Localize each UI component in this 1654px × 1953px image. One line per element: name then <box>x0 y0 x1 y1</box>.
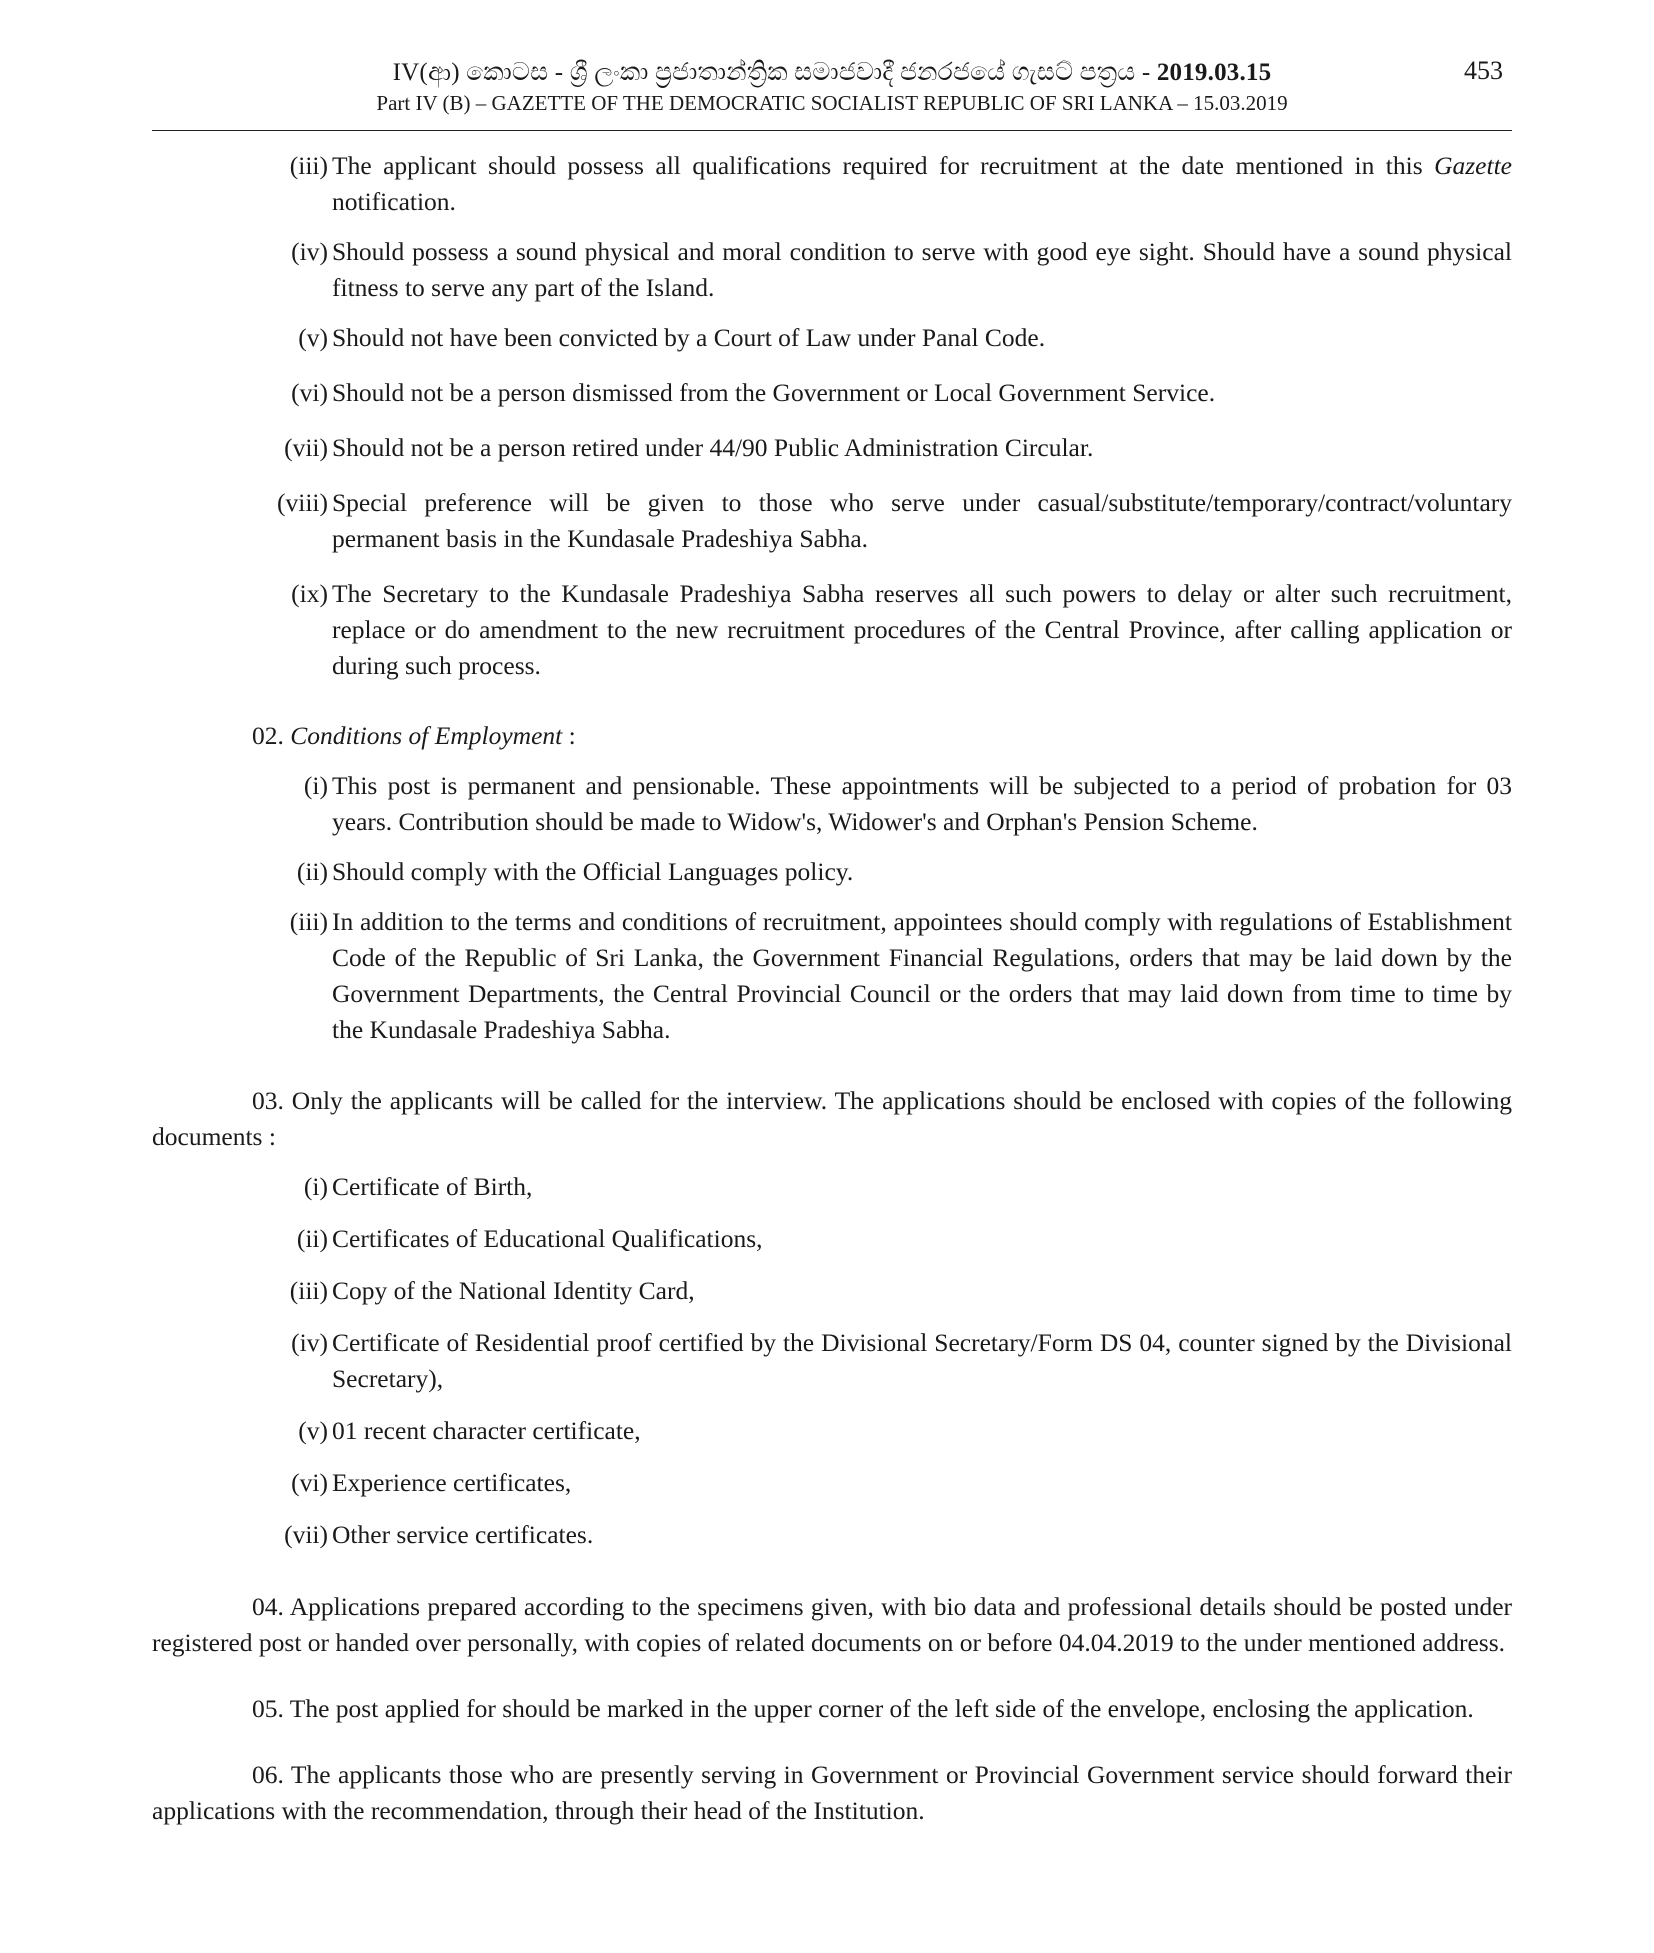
paragraph-03: 03. Only the applicants will be called for the interview. The applications should be enclosed with copies of the following documents : <box>152 1086 1512 1151</box>
paragraph-06: 06. The applicants those who are presently serving in Government or Provincial Government service should forward their applications with the recommendation, through their head of the Institution. <box>152 1760 1512 1825</box>
item-text: Should not be a person dismissed from the Government or Local Government Service. <box>332 378 1216 407</box>
list-item <box>152 1221 1512 1257</box>
section-number: 02. <box>252 721 284 750</box>
item-text <box>332 148 1512 220</box>
item-text: The Secretary to the Kundasale Pradeshiya Sabha reserves all such powers to delay or alter such recruitment, replace or do amendment to the new recruitment procedures of the Central Province, after calling application or during such process. <box>332 579 1512 680</box>
header-english-title: Part IV (B) – GAZETTE OF THE DEMOCRATIC SOCIALIST REPUBLIC OF SRI LANKA – 15.03.2019 <box>376 91 1288 115</box>
item-number: (ii) <box>296 1224 328 1253</box>
item-text: Should comply with the Official Languages policy. <box>332 857 854 886</box>
item-text: Should not be a person retired under 44/90 Public Administration Circular. <box>332 433 1094 462</box>
list-item <box>152 1517 1512 1553</box>
item-text: Copy of the National Identity Card, <box>332 1276 695 1305</box>
item-text: Certificates of Educational Qualifications, <box>332 1224 763 1253</box>
item-number: (vii) <box>284 1520 328 1549</box>
item-number: (i) <box>303 771 328 800</box>
list-item <box>152 854 1512 890</box>
item-text: Certificate of Birth, <box>332 1172 533 1201</box>
item-text: In addition to the terms and conditions of recruitment, appointees should comply with regulations of Establishment Code of the Republic of Sri Lanka, the Government Financial Regulations, orders that may be laid down by the Government Departments, the Central Provincial Council or the orders that may laid down from time to time by the Kundasale Pradeshiya Sabha. <box>332 907 1512 1044</box>
section-colon: : <box>562 721 576 750</box>
list-item <box>152 430 1512 466</box>
list-item <box>152 234 1512 306</box>
section-heading <box>152 718 1512 754</box>
list-item <box>152 1169 1512 1205</box>
document-body <box>152 148 1512 1829</box>
item-number: (vii) <box>284 433 328 462</box>
item-number: (iv) <box>291 237 328 266</box>
list-item <box>152 485 1512 557</box>
item-number: (ii) <box>296 857 328 886</box>
paragraph-04: 04. Applications prepared according to the specimens given, with bio data and professional details should be posted under registered post or handed over personally, with copies of related documents on or before 04.04.2019 to the under mentioned address. <box>152 1592 1512 1657</box>
item-text: Experience certificates, <box>332 1468 572 1497</box>
item-number: (iii) <box>289 1276 328 1305</box>
list-item <box>152 1325 1512 1397</box>
item-text: Other service certificates. <box>332 1520 594 1549</box>
list-item <box>152 1465 1512 1501</box>
list-item <box>152 375 1512 411</box>
list-item <box>152 768 1512 840</box>
item-number: (i) <box>303 1172 328 1201</box>
item-text: Should possess a sound physical and moral condition to serve with good eye sight. Should have a sound physical fitness to serve any part of the Island. <box>332 237 1512 302</box>
list-item <box>152 148 1512 220</box>
list-item <box>152 1413 1512 1449</box>
list-item <box>152 904 1512 1048</box>
item-text-main: The applicant should possess all qualifications required for recruitment at the date mentioned in this <box>332 151 1435 180</box>
item-text: Certificate of Residential proof certified by the Divisional Secretary/Form DS 04, counter signed by the Divisional Secretary), <box>332 1328 1512 1393</box>
item-text: Should not have been convicted by a Court of Law under Panal Code. <box>332 323 1046 352</box>
list-item <box>152 576 1512 684</box>
item-number: (vi) <box>291 1468 328 1497</box>
gazette-header <box>152 58 1512 116</box>
item-number: (iii) <box>289 151 328 180</box>
list-item <box>152 1273 1512 1309</box>
header-sinhala-text: IV(ආ) කොටස - ශ්‍රී ලංකා ප්‍රජාතාන්ත්‍රික සමාජවාදී ජනරජයේ ගැසට් පත්‍රය - <box>392 59 1157 86</box>
item-text-tail: notification. <box>332 187 456 216</box>
item-number: (v) <box>298 1416 328 1445</box>
page-number: 453 <box>1464 56 1503 85</box>
item-number: (vi) <box>291 378 328 407</box>
item-text-italic: Gazette <box>1434 151 1512 180</box>
header-divider <box>152 130 1512 131</box>
item-number: (ix) <box>291 579 328 608</box>
header-sinhala-title <box>152 58 1512 88</box>
item-text: This post is permanent and pensionable. These appointments will be subjected to a period of probation for 03 years. Contribution should be made to Widow's, Widower's and Orphan's Pension Scheme. <box>332 771 1512 836</box>
item-text: Special preference will be given to those who serve under casual/substitute/temporary/contract/voluntary permanent basis in the Kundasale Pradeshiya Sabha. <box>332 488 1512 553</box>
header-date: 2019.03.15 <box>1156 59 1272 86</box>
item-number: (viii) <box>277 488 328 517</box>
paragraph-05: 05. The post applied for should be marked in the upper corner of the left side of the envelope, enclosing the application. <box>252 1694 1474 1723</box>
item-number: (v) <box>298 323 328 352</box>
item-number: (iv) <box>291 1328 328 1357</box>
item-text: 01 recent character certificate, <box>332 1416 641 1445</box>
section-title: Conditions of Employment <box>290 721 563 750</box>
item-number: (iii) <box>289 907 328 936</box>
list-item <box>152 320 1512 356</box>
